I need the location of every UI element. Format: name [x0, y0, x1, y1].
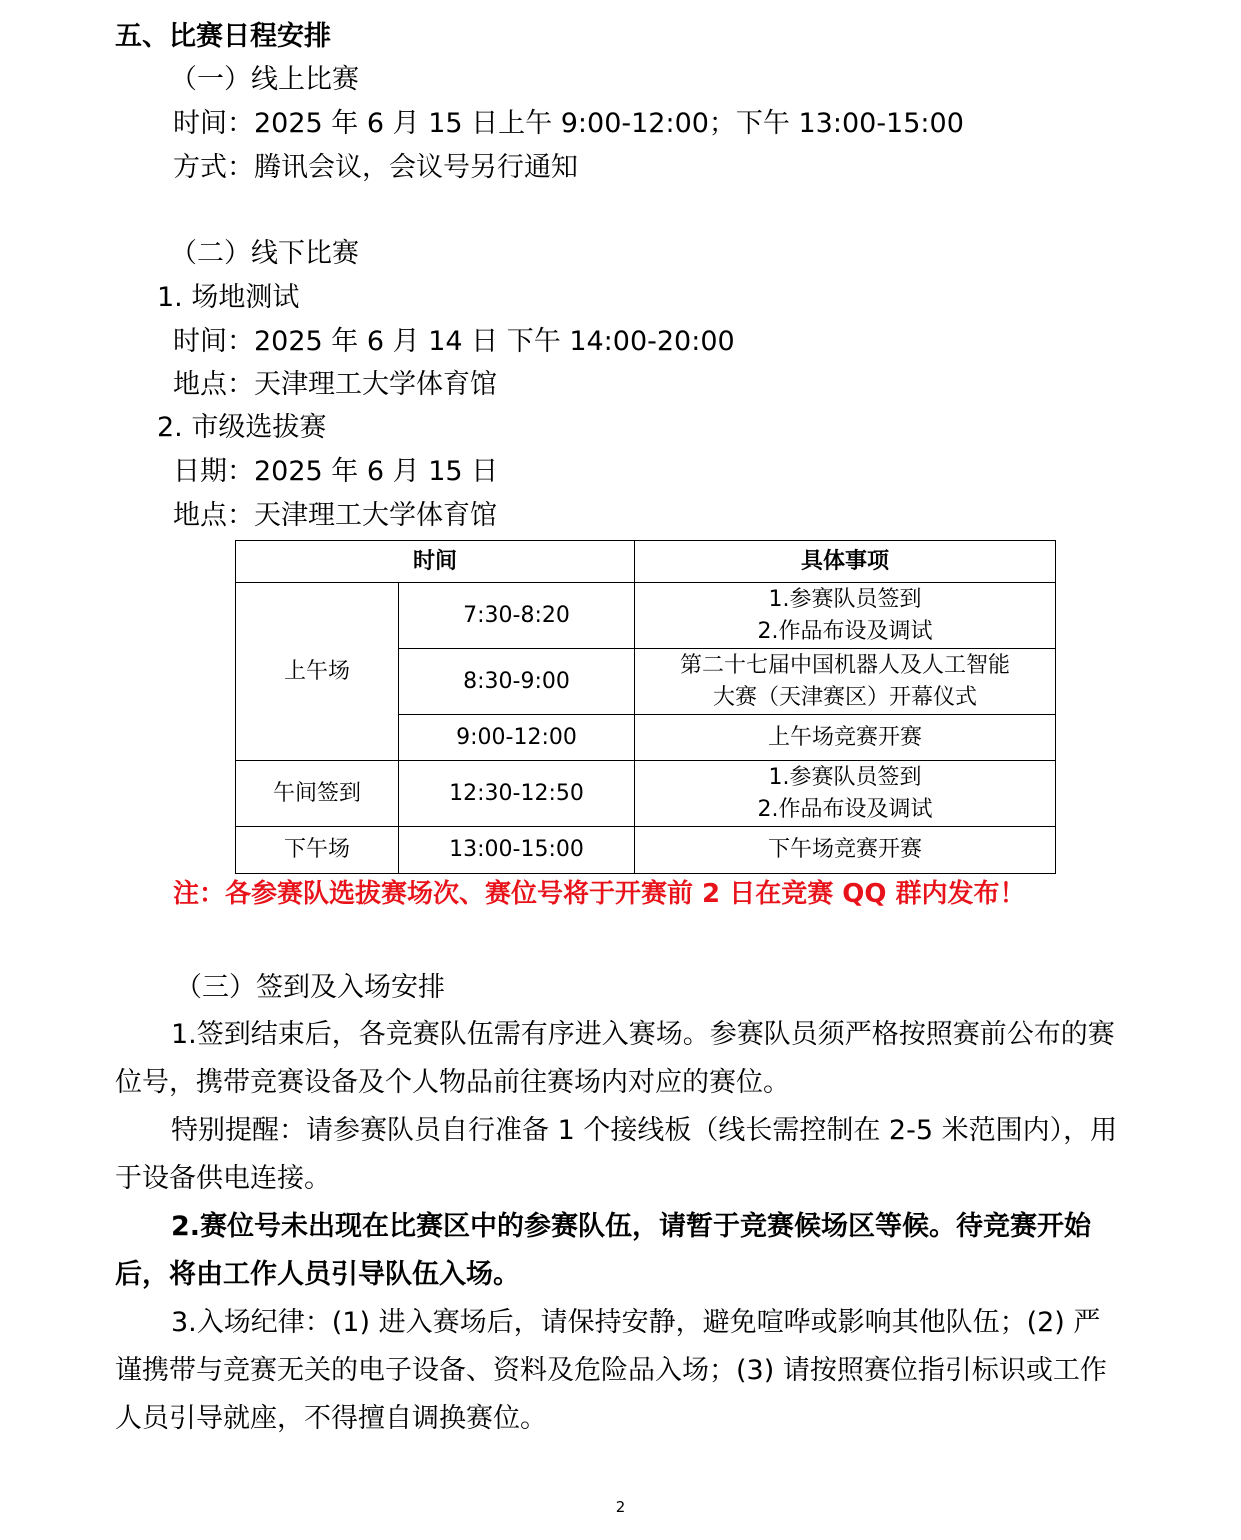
- schedule-table: [235, 540, 1056, 874]
- checkin-paragraph-2: 特别提醒：请参赛队员自行准备 1 个接线板（线长需控制在 2-5 米范围内），用于设备供电连接。: [115, 1115, 1118, 1194]
- row-time: 7:30-8:20: [399, 583, 635, 649]
- venue-test-place: 地点：天津理工大学体育馆: [173, 369, 497, 400]
- session-morning: 上午场: [236, 583, 399, 761]
- item-line: 第二十七届中国机器人及人工智能: [680, 652, 1011, 678]
- row-item: [635, 761, 1056, 827]
- venue-test-time: 时间：2025 年 6 月 14 日 下午 14:00-20:00: [173, 326, 735, 357]
- header-items: 具体事项: [635, 541, 1056, 583]
- checkin-heading: （三）签到及入场安排: [175, 972, 445, 1003]
- checkin-body: [115, 1011, 1127, 1443]
- online-method: 方式：腾讯会议，会议号另行通知: [173, 152, 578, 183]
- row-item: 下午场竞赛开赛: [635, 827, 1056, 874]
- row-time: 12:30-12:50: [399, 761, 635, 827]
- item-line: 2.作品布设及调试: [757, 618, 933, 644]
- red-note: 注：各参赛队选拔赛场次、赛位号将于开赛前 2 日在竞赛 QQ 群内发布！: [173, 879, 1026, 909]
- item-line: 1.参赛队员签到: [768, 764, 922, 790]
- session-noon: 午间签到: [236, 761, 399, 827]
- item-line: 2.作品布设及调试: [757, 796, 933, 822]
- row-item: [635, 583, 1056, 649]
- checkin-paragraph-3: 2.赛位号未出现在比赛区中的参赛队伍，请暂于竞赛候场区等候。待竞赛开始后，将由工作人员引导队伍入场。: [115, 1211, 1092, 1290]
- online-heading: （一）线上比赛: [170, 64, 359, 95]
- session-afternoon: 下午场: [236, 827, 399, 874]
- venue-test-title: 1. 场地测试: [157, 282, 300, 313]
- row-time: 9:00-12:00: [399, 715, 635, 761]
- selection-place: 地点：天津理工大学体育馆: [173, 500, 497, 531]
- section-title: 五、比赛日程安排: [115, 21, 331, 52]
- row-item: 上午场竞赛开赛: [635, 715, 1056, 761]
- row-time: 13:00-15:00: [399, 827, 635, 874]
- item-line: 大赛（天津赛区）开幕仪式: [713, 684, 978, 710]
- table-row: [236, 583, 1056, 649]
- item-line: 1.参赛队员签到: [768, 586, 922, 612]
- table-row: [236, 761, 1056, 827]
- offline-heading: （二）线下比赛: [170, 238, 359, 269]
- row-item: [635, 649, 1056, 715]
- table-row: [236, 827, 1056, 874]
- header-time: 时间: [236, 541, 635, 583]
- online-time: 时间：2025 年 6 月 15 日上午 9:00-12:00；下午 13:00-15:00: [173, 108, 964, 139]
- page-number: 2: [615, 1498, 626, 1516]
- row-time: 8:30-9:00: [399, 649, 635, 715]
- selection-title: 2. 市级选拔赛: [157, 412, 327, 443]
- checkin-paragraph-1: 1.签到结束后，各竞赛队伍需有序进入赛场。参赛队员须严格按照赛前公布的赛位号，携带竞赛设备及个人物品前往赛场内对应的赛位。: [115, 1019, 1115, 1098]
- table-header-row: [236, 541, 1056, 583]
- selection-date: 日期：2025 年 6 月 15 日: [173, 456, 499, 487]
- checkin-paragraph-4: 3.入场纪律：(1) 进入赛场后，请保持安静，避免喧哗或影响其他队伍；(2) 严谨携带与竞赛无关的电子设备、资料及危险品入场；(3) 请按照赛位指引标识或工作人员引导就座，不得擅自调换赛位。: [115, 1307, 1107, 1434]
